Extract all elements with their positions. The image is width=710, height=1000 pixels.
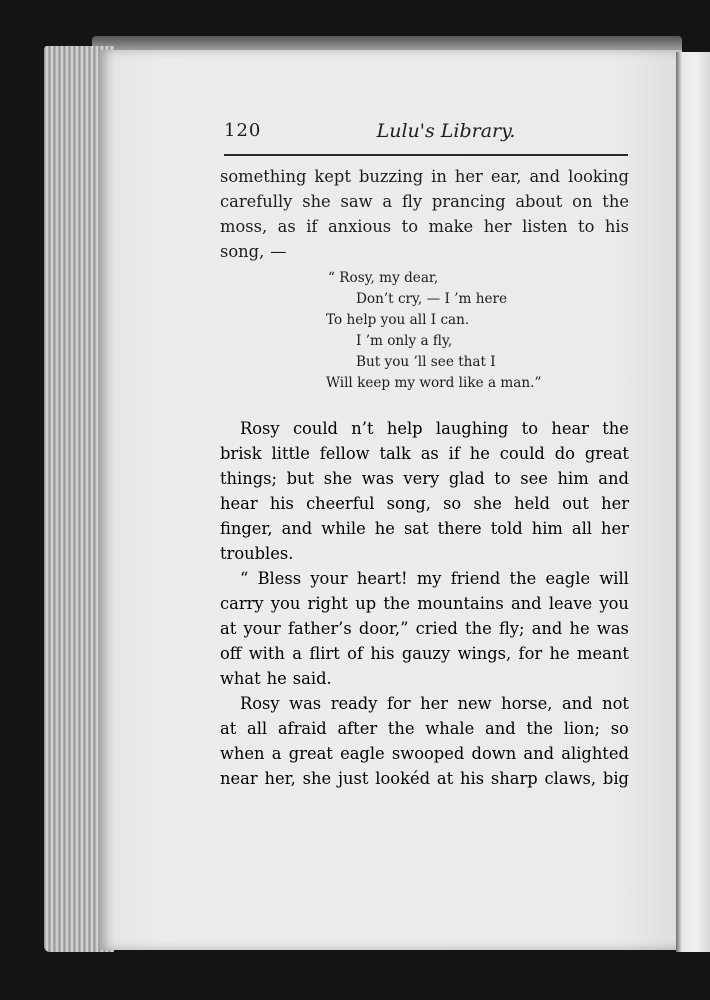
- word: your: [310, 569, 348, 588]
- word: he: [549, 644, 570, 663]
- word: the: [526, 719, 554, 738]
- word: horse,: [501, 694, 553, 713]
- word: at: [220, 619, 237, 638]
- word: all: [571, 519, 593, 538]
- word: and: [281, 519, 313, 538]
- word: could: [499, 444, 545, 463]
- word: swooped: [391, 744, 465, 763]
- word: things;: [220, 469, 277, 488]
- text-line: [220, 741, 629, 766]
- word: her: [601, 494, 629, 513]
- book-title: Lulu's Library.: [376, 120, 516, 142]
- word: in: [431, 167, 447, 186]
- word: buzzing: [358, 167, 424, 186]
- body-continued: [220, 416, 629, 791]
- word: very: [403, 469, 440, 488]
- header-rule: [224, 154, 628, 156]
- word: her,: [264, 769, 296, 788]
- word: flirt: [309, 644, 340, 663]
- word: Rosy: [240, 694, 280, 713]
- facing-page-edge: [676, 52, 710, 952]
- word: afraid: [277, 719, 327, 738]
- word: her: [483, 217, 512, 236]
- word: eagle: [340, 744, 385, 763]
- word: just: [337, 769, 369, 788]
- word: heart!: [356, 569, 408, 588]
- text-line: [220, 466, 629, 491]
- word: mountains: [417, 594, 504, 613]
- text-line: [220, 691, 629, 716]
- word: there: [437, 519, 482, 538]
- poem-line: Don’t cry, — I ’m here: [356, 291, 508, 307]
- word: to: [578, 217, 595, 236]
- word: gauzy: [401, 644, 451, 663]
- word: listen: [522, 217, 568, 236]
- word: new: [457, 694, 492, 713]
- word: her: [420, 694, 449, 713]
- word: cried: [415, 619, 458, 638]
- word: and: [561, 694, 593, 713]
- word: finger,: [220, 519, 273, 538]
- word: the: [387, 719, 415, 738]
- word: he: [374, 519, 395, 538]
- word: up: [355, 594, 377, 613]
- word: when: [220, 744, 265, 763]
- word: saw: [340, 192, 373, 211]
- paragraph-1: [220, 164, 629, 264]
- text-line: [220, 666, 629, 691]
- text-line: [220, 416, 629, 441]
- word: at: [220, 719, 237, 738]
- word: down: [471, 744, 517, 763]
- word: see: [520, 469, 548, 488]
- word: and: [485, 719, 516, 738]
- word: sat: [403, 519, 429, 538]
- text-line: [220, 189, 629, 214]
- word: “: [240, 569, 249, 588]
- word: out: [562, 494, 589, 513]
- word: do: [554, 444, 575, 463]
- word: while: [321, 519, 366, 538]
- word: and: [523, 744, 555, 763]
- running-head: [224, 120, 628, 150]
- word: said.: [292, 669, 332, 688]
- poem-line: Will keep my word like a man.”: [326, 375, 542, 391]
- word: so: [610, 719, 629, 738]
- word: was: [596, 619, 629, 638]
- text-line: [220, 164, 629, 189]
- poem-line: “ Rosy, my dear,: [328, 270, 439, 286]
- word: with: [248, 644, 285, 663]
- word: the: [602, 192, 629, 211]
- word: her: [454, 167, 483, 186]
- word: near: [220, 769, 258, 788]
- text-line: [220, 716, 629, 741]
- word: door,”: [358, 619, 409, 638]
- word: her: [601, 519, 629, 538]
- word: and: [529, 167, 561, 186]
- word: cheerful: [306, 494, 375, 513]
- word: could: [292, 419, 338, 438]
- word: anxious: [327, 217, 392, 236]
- word: whale: [425, 719, 475, 738]
- word: brisk: [220, 444, 262, 463]
- word: he: [469, 444, 490, 463]
- word: troubles.: [220, 544, 294, 563]
- word: great: [584, 444, 629, 463]
- word: she: [302, 192, 331, 211]
- word: off: [220, 644, 242, 663]
- word: his: [604, 217, 629, 236]
- word: you: [270, 594, 301, 613]
- word: was: [289, 694, 322, 713]
- text-line: [220, 541, 629, 566]
- word: so: [443, 494, 462, 513]
- word: she: [323, 469, 353, 488]
- text-line: [220, 516, 629, 541]
- word: she: [302, 769, 332, 788]
- word: great: [288, 744, 333, 763]
- poem: [326, 268, 566, 394]
- word: and: [531, 619, 563, 638]
- word: fellow: [319, 444, 370, 463]
- word: song,: [220, 242, 265, 261]
- word: father’s: [287, 619, 352, 638]
- word: a: [382, 192, 393, 211]
- word: lookéd: [375, 769, 431, 788]
- word: about: [515, 192, 563, 211]
- word: carefully: [220, 192, 293, 211]
- word: eagle: [545, 569, 591, 588]
- word: make: [428, 217, 474, 236]
- word: him: [531, 519, 563, 538]
- word: claws,: [544, 769, 597, 788]
- word: song,: [386, 494, 431, 513]
- text-line: [220, 239, 629, 264]
- word: was: [361, 469, 394, 488]
- word: kept: [314, 167, 351, 186]
- word: she: [473, 494, 502, 513]
- word: help: [386, 419, 423, 438]
- word: what: [220, 669, 261, 688]
- text-line: [220, 566, 629, 591]
- word: lion;: [563, 719, 600, 738]
- word: a: [271, 744, 282, 763]
- word: glad: [448, 469, 485, 488]
- word: to: [401, 217, 419, 236]
- text-line: [220, 491, 629, 516]
- poem-line: I ’m only a fly,: [356, 333, 453, 349]
- word: all: [246, 719, 268, 738]
- word: something: [220, 167, 307, 186]
- word: after: [337, 719, 378, 738]
- word: to: [521, 419, 539, 438]
- word: friend: [450, 569, 501, 588]
- word: hear: [220, 494, 258, 513]
- word: talk: [379, 444, 411, 463]
- text-line: [220, 766, 629, 791]
- book-cover-edge: [92, 36, 682, 50]
- word: hear: [551, 419, 589, 438]
- word: if: [306, 217, 318, 236]
- word: big: [602, 769, 629, 788]
- word: —: [270, 242, 287, 261]
- word: your: [243, 619, 281, 638]
- word: sharp: [490, 769, 538, 788]
- word: at: [436, 769, 454, 788]
- word: he: [569, 619, 590, 638]
- word: the: [465, 619, 492, 638]
- word: my: [416, 569, 442, 588]
- text-line: [220, 441, 629, 466]
- word: and: [510, 594, 542, 613]
- word: prancing: [431, 192, 506, 211]
- word: leave: [548, 594, 593, 613]
- word: Bless: [257, 569, 302, 588]
- word: fly;: [498, 619, 525, 638]
- word: you: [599, 594, 629, 613]
- word: for: [518, 644, 543, 663]
- word: as: [420, 444, 439, 463]
- word: him: [557, 469, 589, 488]
- text-line: [220, 616, 629, 641]
- word: of: [347, 644, 363, 663]
- word: to: [494, 469, 511, 488]
- word: looking: [568, 167, 629, 186]
- word: alighted: [561, 744, 629, 763]
- word: his: [460, 769, 485, 788]
- word: Rosy: [240, 419, 280, 438]
- word: held: [514, 494, 550, 513]
- word: a: [292, 644, 303, 663]
- word: if: [448, 444, 460, 463]
- text-line: [220, 214, 629, 239]
- word: he: [266, 669, 287, 688]
- word: will: [599, 569, 629, 588]
- word: moss,: [220, 217, 268, 236]
- word: wings,: [457, 644, 512, 663]
- word: the: [383, 594, 411, 613]
- word: meant: [577, 644, 629, 663]
- word: right: [307, 594, 348, 613]
- word: ear,: [490, 167, 522, 186]
- word: told: [490, 519, 523, 538]
- word: his: [370, 644, 395, 663]
- word: as: [277, 217, 296, 236]
- word: his: [269, 494, 294, 513]
- poem-line: But you ’ll see that I: [356, 354, 496, 370]
- word: not: [602, 694, 629, 713]
- page-number: 120: [224, 120, 262, 141]
- text-line: [220, 591, 629, 616]
- word: and: [598, 469, 629, 488]
- word: little: [271, 444, 310, 463]
- word: carry: [220, 594, 264, 613]
- word: laughing: [435, 419, 509, 438]
- word: ready: [330, 694, 378, 713]
- word: the: [602, 419, 629, 438]
- word: on: [572, 192, 593, 211]
- word: n’t: [351, 419, 374, 438]
- word: for: [386, 694, 411, 713]
- word: but: [286, 469, 315, 488]
- word: the: [509, 569, 537, 588]
- word: fly: [401, 192, 423, 211]
- poem-line: To help you all I can.: [326, 312, 470, 328]
- text-line: [220, 641, 629, 666]
